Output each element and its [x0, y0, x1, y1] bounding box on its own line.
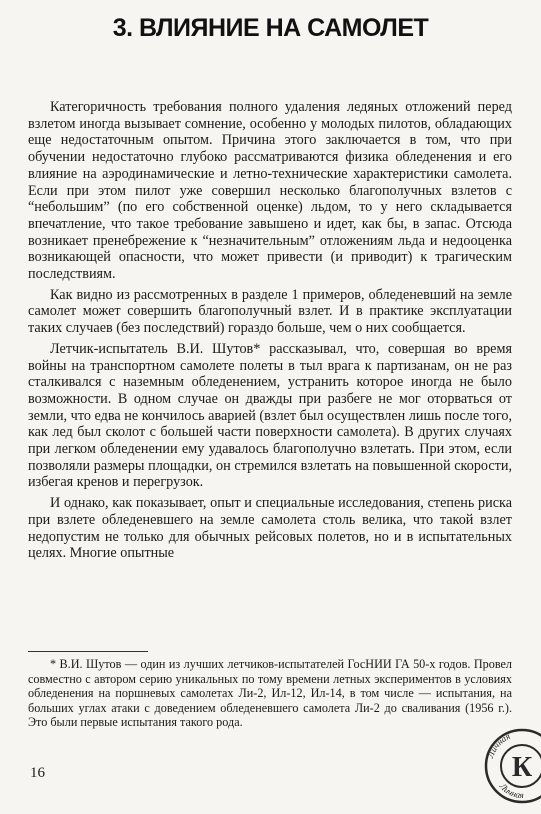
- paragraph: И однако, как показывает, опыт и специальные исследования, степень риска при взлете обледеневшего на земле самолета столь велика, что такой взлет недопустим не только для обычных рейсовых полетов, но и в испытательных целях. Многие опытные: [28, 495, 512, 562]
- footnote: * В.И. Шутов — один из лучших летчиков-испытателей ГосНИИ ГА 50-х годов. Провел совместно с автором серию уникальных по тому времени летных экспериментов в условиях обледенения на поршневых самолетах Ли-2, Ил-12, Ил-14, в том числе — испытания, на больших углах атаки с доведением обледеневшего самолета Ли-2 до сваливания (1956 г.). Это были первые испытания такого рода.: [28, 657, 512, 730]
- paragraph: Летчик-испытатель В.И. Шутов* рассказывал, что, совершая во время войны на транспортном самолете полеты в тыл врага к партизанам, он не раз сталкивался с наземным обледенением, устранить которое иногда не было возможности. В одном случае он дважды при разбеге не мог оторваться от земли, что едва не кончилось аварией (взлет был осуществлен лишь после того, как лед был сколот с большей части поверхности самолета). В других случаях при легком обледенении ему удавалось благополучно взлетать. При этом, если позволяли размеры площадки, он стремился взлетать на повышенной скорости, избегая кренов и перегрузок.: [28, 340, 512, 491]
- paragraph: Как видно из рассмотренных в разделе 1 примеров, обледеневший на земле самолет может совершить благополучный взлет. И в практике эксплуатации таких случаев (без последствий) гораздо больше, чем о них сообщается.: [28, 286, 512, 337]
- library-stamp-icon: [480, 718, 541, 814]
- chapter-title: 3. ВЛИЯНИЕ НА САМОЛЕТ: [112, 14, 429, 42]
- footnote-divider: [28, 651, 148, 652]
- stamp-letter: К: [511, 752, 533, 783]
- stamp-text-bottom: Личная: [497, 781, 524, 801]
- stamp-text-top: Личная: [485, 730, 512, 760]
- main-text: [28, 99, 512, 566]
- page-number: 16: [30, 765, 45, 781]
- paragraph: Категоричность требования полного удаления ледяных отложений перед взлетом иногда вызывает сомнение, особенно у молодых пилотов, обладающих еще недостаточным опытом. Причина этого заключается в том, что при обучении недостаточно глубоко рассматриваются физика обледенения и его влияние на аэродинамические и летно-технические характеристики самолета. Если при этом пилот уже совершил несколько благополучных взлетов с “небольшим” (по его собственной оценке) льдом, то у него складывается впечатление, что такое требование завышено и идет, как бы, в запас. Отсюда возникает пренебрежение к “незначительным” отложениям льда и недооценка возникающей опасности, что может привести (и приводит) к трагическим последствиям.: [28, 99, 512, 283]
